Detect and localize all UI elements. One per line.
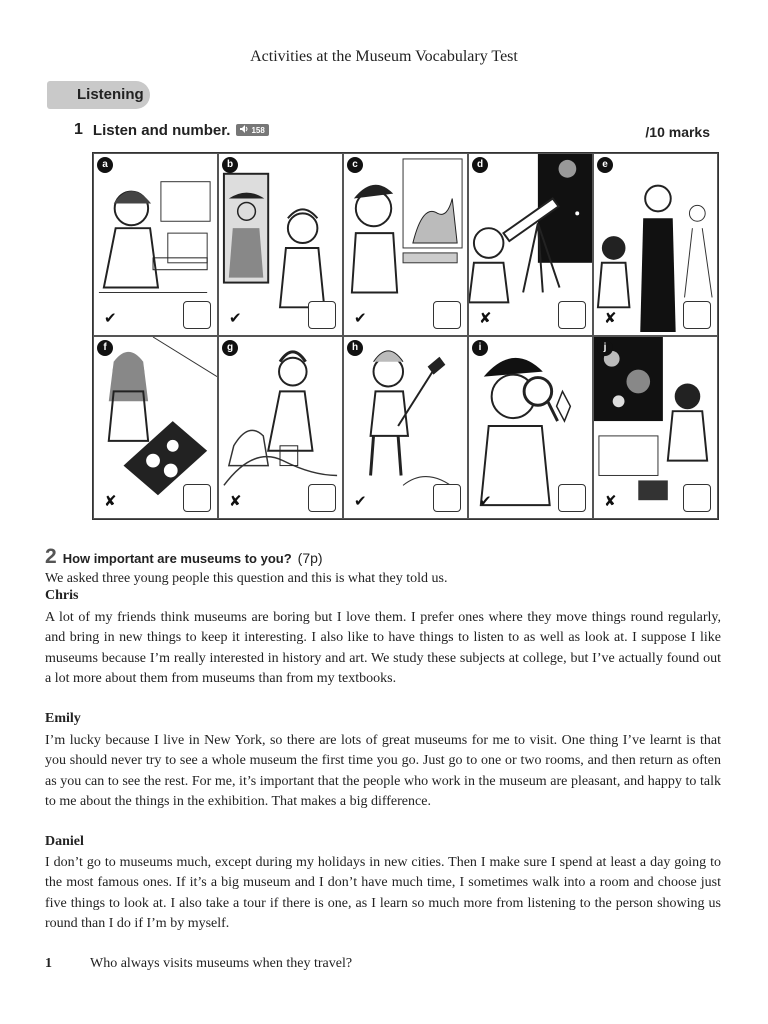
audio-track-number: 158 xyxy=(251,125,265,135)
picture-letter: j xyxy=(597,340,613,356)
picture-cell-b xyxy=(218,153,343,336)
exercise2-points: (7p) xyxy=(297,550,323,566)
question-item xyxy=(45,956,352,972)
answer-box-f[interactable] xyxy=(183,484,211,512)
speaker-icon xyxy=(240,125,249,135)
picture-letter: b xyxy=(222,157,238,173)
picture-letter: h xyxy=(347,340,363,356)
exercise2-header xyxy=(45,545,323,569)
answer-box-d[interactable] xyxy=(558,301,586,329)
answer-mark: ✘ xyxy=(104,492,117,510)
exercise1-marks: /10 marks xyxy=(645,124,710,140)
exercise2-intro: We asked three young people this question and this is what they told us. xyxy=(45,571,448,586)
person-name: Chris xyxy=(45,588,79,603)
answer-box-i[interactable] xyxy=(558,484,586,512)
picture-cell-c xyxy=(343,153,468,336)
question-number: 1 xyxy=(45,956,52,971)
picture-letter: d xyxy=(472,157,488,173)
person-text: A lot of my friends think museums are boring but I love them. I prefer ones where they move things round regularly, and bring in new things to keep it interesting. I also like to have things to listen to as well as look at. I suppose I like museums because I’m really interested in history and art. We study these subjects at college, but I’ve actually found out a lot more about them from museums than from my textbooks. xyxy=(45,610,721,687)
audio-badge[interactable] xyxy=(236,124,268,136)
picture-cell-h xyxy=(343,336,468,519)
exercise2-number: 2 xyxy=(45,545,57,568)
answer-mark: ✔ xyxy=(479,492,492,510)
section-label-listening: Listening xyxy=(47,81,150,109)
answer-box-j[interactable] xyxy=(683,484,711,512)
answer-box-g[interactable] xyxy=(308,484,336,512)
exercise1-number: 1 xyxy=(74,121,83,138)
answer-mark: ✔ xyxy=(354,492,367,510)
exercise1-instruction: Listen and number. xyxy=(92,121,231,139)
picture-cell-e xyxy=(593,153,718,336)
answer-box-b[interactable] xyxy=(308,301,336,329)
answer-mark: ✔ xyxy=(229,309,242,327)
answer-mark: ✔ xyxy=(354,309,367,327)
picture-letter: a xyxy=(97,157,113,173)
picture-letter: c xyxy=(347,157,363,173)
picture-cell-i xyxy=(468,336,593,519)
picture-cell-d xyxy=(468,153,593,336)
answer-mark: ✘ xyxy=(604,309,617,327)
answer-box-h[interactable] xyxy=(433,484,461,512)
picture-cell-j xyxy=(593,336,718,519)
exercise2-title: How important are museums to you? xyxy=(62,551,292,566)
picture-letter: g xyxy=(222,340,238,356)
picture-grid xyxy=(92,152,719,520)
answer-box-a[interactable] xyxy=(183,301,211,329)
answer-box-e[interactable] xyxy=(683,301,711,329)
document-title: Activities at the Museum Vocabulary Test xyxy=(250,48,518,65)
picture-letter: f xyxy=(97,340,113,356)
answer-mark: ✘ xyxy=(479,309,492,327)
exercise1-header xyxy=(74,121,269,139)
answer-mark: ✘ xyxy=(229,492,242,510)
picture-cell-f xyxy=(93,336,218,519)
picture-letter: e xyxy=(597,157,613,173)
answer-mark: ✔ xyxy=(104,309,117,327)
picture-cell-g xyxy=(218,336,343,519)
person-text: I’m lucky because I live in New York, so there are lots of great museums for me to visit. One thing I’ve learnt is that you should never try to see a whole museum the first time you go. Just go to one or two rooms, and then return as often as you can to see the rest. For me, it’s important that the people who work in the museum are pleasant, and happy to talk to me about the things in the exhibition. That makes a big difference. xyxy=(45,733,721,810)
answer-box-c[interactable] xyxy=(433,301,461,329)
answer-mark: ✘ xyxy=(604,492,617,510)
question-text: Who always visits museums when they travel? xyxy=(90,956,353,971)
person-text: I don’t go to museums much, except during my holidays in new cities. Then I make sure I spend at least a day going to the most famous ones. If it’s a big museum and I don’t have much time, I sometimes walk into a room and choose just five things to look at. I also take a tour if there is one, as I learn so much more from listening to the person showing us round than I do if I’m by myself. xyxy=(45,855,721,932)
person-name: Emily xyxy=(45,711,81,726)
picture-cell-a xyxy=(93,153,218,336)
person-name: Daniel xyxy=(45,834,84,849)
picture-letter: i xyxy=(472,340,488,356)
